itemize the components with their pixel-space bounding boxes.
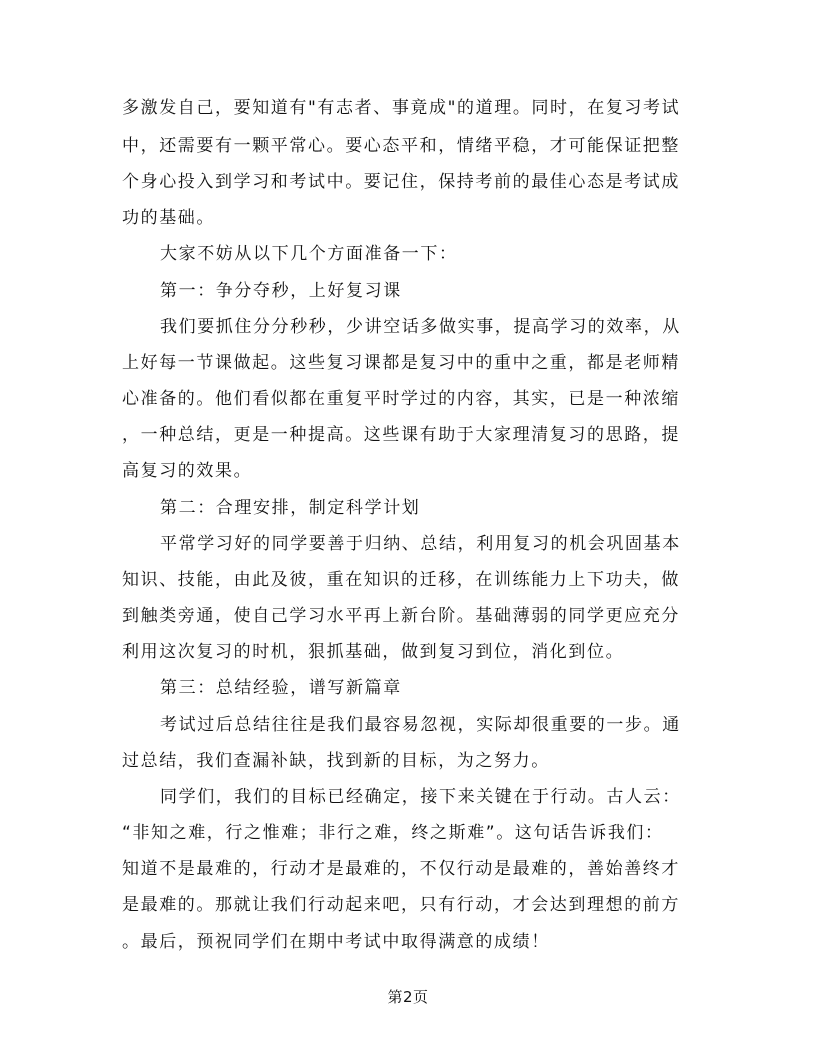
paragraph-line: 考试过后总结往往是我们最容易忽视，实际却很重要的一步。通 (160, 715, 681, 735)
paragraph-line: 高复习的效果。 (122, 461, 253, 481)
paragraph-line: 过总结，我们查漏补缺，找到新的目标，为之努力。 (122, 751, 550, 771)
section-heading: 第三：总结经验，谱写新篇章 (160, 678, 402, 698)
paragraph-line: “非知之难，行之惟难；非行之难，终之斯难”。这句话告诉我们： (122, 823, 664, 843)
paragraph-line: 利用这次复习的时机，狠抓基础，做到复习到位，消化到位。 (122, 642, 625, 662)
paragraph-line: 功的基础。 (122, 208, 215, 228)
paragraph-line: 知识、技能，由此及彼，重在知识的迁移，在训练能力上下功夫，做 (122, 570, 680, 590)
paragraph-line: 是最难的。那就让我们行动起来吧，只有行动，才会达到理想的前方 (122, 895, 680, 915)
paragraph-line: 同学们，我们的目标已经确定，接下来关键在于行动。古人云： (160, 787, 681, 807)
page-number: 第2页 (387, 988, 429, 1006)
paragraph-line: 上好每一节课做起。这些复习课都是复习中的重中之重，都是老师精 (122, 353, 680, 373)
paragraph-line: 。最后，预祝同学们在期中考试中取得满意的成绩！ (122, 932, 550, 952)
paragraph-line: 知道不是最难的，行动才是最难的，不仅行动是最难的，善始善终才 (122, 859, 680, 879)
paragraph-line: 中，还需要有一颗平常心。要心态平和，情绪平稳，才可能保证把整 (122, 136, 680, 156)
section-heading: 第一：争分夺秒，上好复习课 (160, 281, 402, 301)
paragraph-line: 平常学习好的同学要善于归纳、总结，利用复习的机会巩固基本 (160, 534, 681, 554)
paragraph-line: ，一种总结，更是一种提高。这些课有助于大家理清复习的思路，提 (122, 425, 680, 445)
paragraph-line: 个身心投入到学习和考试中。要记住，保持考前的最佳心态是考试成 (122, 172, 680, 192)
paragraph-line: 我们要抓住分分秒秒，少讲空话多做实事，提高学习的效率，从 (160, 317, 681, 337)
paragraph-line: 多激发自己，要知道有"有志者、事竟成"的道理。同时，在复习考试 (122, 98, 681, 118)
paragraph-line: 大家不妨从以下几个方面准备一下： (160, 244, 458, 264)
paragraph-line: 心准备的。他们看似都在重复平时学过的内容，其实，已是一种浓缩 (122, 389, 680, 409)
section-heading: 第二：合理安排，制定科学计划 (160, 498, 421, 518)
paragraph-line: 到触类旁通，使自己学习水平再上新台阶。基础薄弱的同学更应充分 (122, 606, 680, 626)
